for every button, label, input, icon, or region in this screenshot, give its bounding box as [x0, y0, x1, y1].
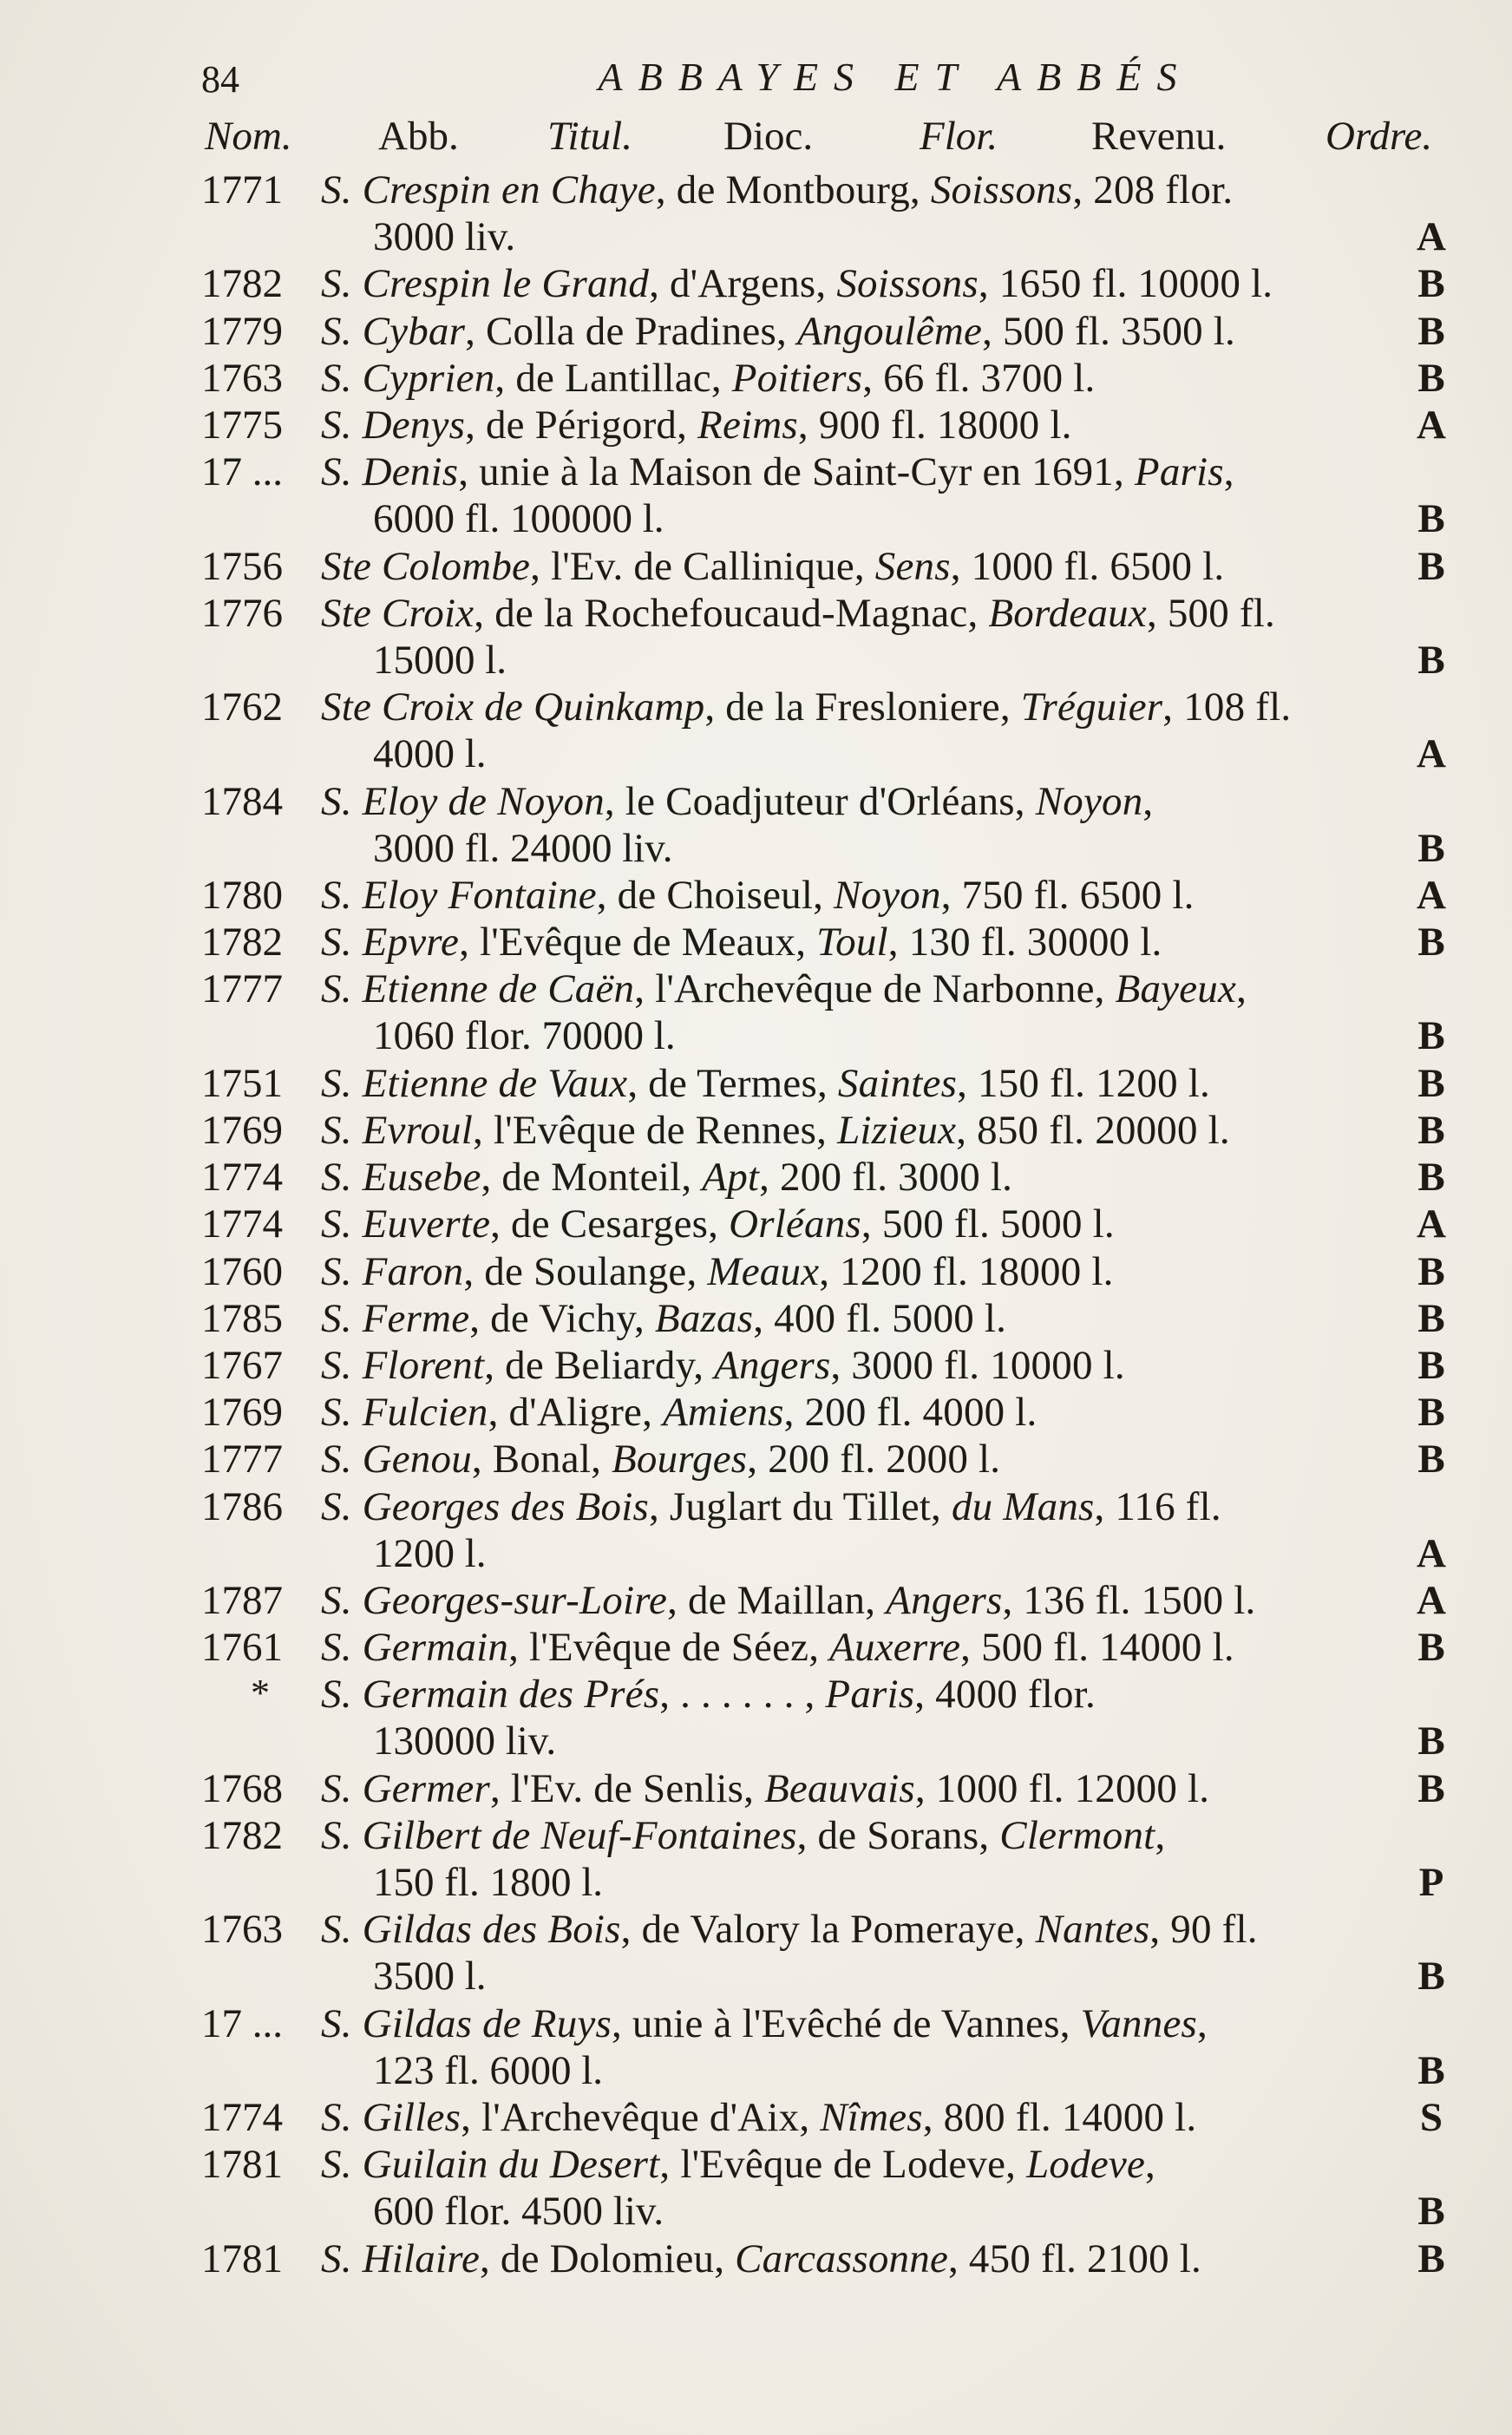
abbey-entry	[0, 1812, 1512, 1908]
entry-line	[321, 2094, 1449, 2141]
entry-titular: , de Soulange,	[463, 1249, 708, 1294]
entry-line	[321, 1342, 1449, 1389]
entry-year: 1781	[201, 2142, 283, 2187]
entry-line	[321, 2141, 1449, 2188]
abbey-entry	[0, 1295, 1512, 1344]
entry-order: B	[1417, 1954, 1445, 1999]
entry-revenue-continued: 4000 l.	[373, 731, 487, 776]
entry-titular: , l'Archevêque d'Aix,	[461, 2095, 821, 2140]
entry-revenue: , 1000 fl. 6500 l.	[950, 544, 1225, 589]
entry-order: B	[1417, 1437, 1445, 1482]
entry-line	[321, 1765, 1449, 1812]
entry-line	[321, 1436, 1449, 1483]
entry-line	[321, 260, 1449, 307]
entry-diocese: Poitiers	[731, 356, 863, 401]
entry-abbey: S. Etienne de Caën	[321, 966, 635, 1011]
entry-abbey: S. Denys	[321, 403, 466, 448]
entry-order: A	[1417, 403, 1446, 448]
entry-titular: , de Périgord,	[465, 403, 698, 448]
abbey-entry	[0, 1577, 1512, 1626]
entry-line	[321, 1671, 1449, 1718]
entry-diocese: Meaux	[707, 1249, 820, 1294]
page-number: 84	[201, 58, 239, 101]
abbey-entry	[0, 543, 1512, 592]
entry-order: A	[1417, 214, 1446, 259]
abbey-entry	[0, 1436, 1512, 1484]
abbey-entry	[0, 1765, 1512, 1814]
entry-revenue: , 208 flor.	[1072, 167, 1234, 213]
entry-diocese: Soissons	[930, 167, 1073, 213]
entry-revenue: , 116 fl.	[1094, 1484, 1221, 1529]
abbey-entry	[0, 965, 1512, 1061]
entry-year: 1751	[201, 1061, 283, 1106]
entry-line	[321, 590, 1449, 637]
entry-abbey: Ste Croix	[321, 591, 475, 636]
entry-line	[321, 684, 1449, 730]
entry-line	[321, 448, 1449, 495]
entry-year: 1763	[201, 1907, 283, 1952]
entry-titular: , de la Fresloniere,	[704, 684, 1021, 730]
entry-revenue: , 450 fl. 2100 l.	[948, 2236, 1201, 2281]
entry-diocese: Nîmes	[820, 2095, 923, 2140]
entry-order: B	[1417, 544, 1445, 589]
entry-abbey: S. Fulcien	[321, 1390, 488, 1435]
abbey-entry	[0, 2235, 1512, 2284]
entry-abbey: S. Eusebe	[321, 1155, 481, 1200]
entry-year: 1779	[201, 309, 283, 354]
entry-titular: , de Dolomieu,	[480, 2236, 736, 2281]
entry-order: B	[1417, 1625, 1445, 1670]
entry-diocese: Bazas	[654, 1296, 754, 1341]
entry-line	[321, 543, 1449, 590]
entry-diocese: Tréguier	[1020, 684, 1163, 730]
entry-revenue: , 200 fl. 3000 l.	[759, 1155, 1013, 1200]
entry-order: B	[1417, 1155, 1445, 1200]
entry-year: 1787	[201, 1578, 283, 1623]
entry-line	[321, 1060, 1449, 1107]
entry-line	[321, 1812, 1449, 1859]
entry-abbey: S. Epvre	[321, 920, 460, 965]
entry-abbey: S. Euverte	[321, 1201, 491, 1247]
column-header-titul: Titul.	[547, 114, 632, 159]
entry-revenue: ,	[1155, 1813, 1166, 1858]
entry-line	[321, 1248, 1449, 1295]
entry-diocese: Auxerre	[829, 1625, 961, 1670]
entry-order: B	[1417, 309, 1445, 354]
entry-revenue: , 750 fl. 6500 l.	[940, 873, 1195, 918]
entry-order: B	[1417, 1718, 1445, 1764]
entry-titular: , l'Evêque de Séez,	[508, 1625, 830, 1670]
entry-abbey: S. Evroul	[321, 1108, 473, 1153]
entry-year: 1774	[201, 1201, 283, 1247]
entry-diocese: Bayeux	[1115, 966, 1237, 1011]
entry-order: B	[1417, 2189, 1445, 2234]
entry-abbey: S. Ferme	[321, 1296, 470, 1341]
entry-order: B	[1417, 2048, 1445, 2093]
abbey-entry	[0, 1248, 1512, 1297]
entry-titular: , le Coadjuteur d'Orléans,	[604, 779, 1036, 824]
entry-abbey: S. Gildas des Bois	[321, 1907, 621, 1952]
entry-order: B	[1417, 1766, 1445, 1811]
entry-line	[321, 1906, 1449, 1953]
entry-diocese: Lodeve	[1026, 2142, 1145, 2187]
abbey-entry	[0, 1483, 1512, 1579]
entry-abbey: S. Eloy de Noyon	[321, 779, 605, 824]
entry-abbey: S. Denis	[321, 449, 459, 494]
entry-order: B	[1417, 1108, 1445, 1153]
entry-abbey: S. Georges des Bois	[321, 1484, 650, 1529]
entry-order: B	[1417, 638, 1445, 683]
abbey-entry	[0, 919, 1512, 967]
abbey-entry	[0, 684, 1512, 779]
entry-diocese: Bordeaux	[988, 591, 1147, 636]
entry-line	[321, 308, 1449, 355]
entry-abbey: S. Hilaire	[321, 2236, 481, 2281]
entry-order: B	[1417, 1013, 1445, 1058]
entry-revenue-continued: 130000 liv.	[373, 1718, 557, 1764]
abbey-entry	[0, 402, 1512, 450]
entry-abbey: S. Cyprien	[321, 356, 495, 401]
entry-titular: , Juglart du Tillet,	[649, 1484, 952, 1529]
entry-diocese: Noyon	[1035, 779, 1143, 824]
entry-titular: , l'Ev. de Senlis,	[490, 1766, 765, 1811]
entry-titular: , de Choiseul,	[596, 873, 834, 918]
entry-year: 1760	[201, 1249, 283, 1294]
entry-abbey: S. Crespin en Chaye	[321, 167, 656, 213]
entry-order: P	[1418, 1860, 1444, 1905]
abbey-entry	[0, 308, 1512, 357]
entry-year: *	[251, 1672, 270, 1714]
entry-titular: , . . . . . . ,	[659, 1672, 826, 1717]
abbey-entry	[0, 1389, 1512, 1437]
entry-abbey: Ste Colombe	[321, 544, 531, 589]
entry-titular: , de Lantillac,	[494, 356, 732, 401]
entry-revenue: , 900 fl. 18000 l.	[797, 403, 1072, 448]
entry-year: 1774	[201, 1155, 283, 1200]
entry-year: 1782	[201, 920, 283, 965]
entry-titular: , unie à l'Evêché de Vannes,	[611, 2001, 1081, 2046]
entry-year: 17 ...	[201, 2001, 283, 2046]
column-header-nom: Nom.	[205, 114, 292, 159]
abbey-entry	[0, 1060, 1512, 1109]
entry-year: 1777	[201, 1437, 283, 1482]
entry-revenue: , 500 fl. 5000 l.	[861, 1201, 1115, 1247]
entry-year: 1769	[201, 1390, 283, 1435]
abbey-entry	[0, 1342, 1512, 1391]
entry-line	[321, 355, 1449, 402]
entry-line	[321, 1577, 1449, 1624]
entry-order: A	[1417, 873, 1446, 918]
entry-diocese: Reims	[697, 403, 798, 448]
entry-year: 1771	[201, 167, 283, 213]
entry-abbey: S. Eloy Fontaine	[321, 873, 597, 918]
entry-year: 1775	[201, 403, 283, 448]
abbey-entry	[0, 1906, 1512, 2001]
entry-order: A	[1417, 731, 1446, 776]
entry-diocese: Beauvais	[764, 1766, 915, 1811]
entry-titular: , l'Evêque de Meaux,	[459, 920, 817, 965]
entry-year: 1761	[201, 1625, 283, 1670]
entry-revenue: ,	[1236, 966, 1247, 1011]
entry-titular: , l'Ev. de Callinique,	[530, 544, 875, 589]
entry-diocese: Sens	[874, 544, 951, 589]
entry-abbey: S. Gilles	[321, 2095, 461, 2140]
entry-titular: , de Cesarges,	[490, 1201, 730, 1247]
entry-titular: , Colla de Pradines,	[465, 309, 797, 354]
entry-line	[321, 1483, 1449, 1530]
entry-year: 1786	[201, 1484, 283, 1529]
entry-line	[321, 1624, 1449, 1671]
entry-order: B	[1417, 1296, 1445, 1341]
entry-line	[321, 2235, 1449, 2282]
entry-revenue: , 3000 fl. 10000 l.	[830, 1343, 1125, 1388]
entry-revenue: , 4000 flor.	[914, 1672, 1096, 1717]
abbey-entry	[0, 1107, 1512, 1155]
entry-order: B	[1417, 356, 1445, 401]
entry-revenue-continued: 3000 fl. 24000 liv.	[373, 826, 673, 871]
entry-revenue: , 850 fl. 20000 l.	[956, 1108, 1230, 1153]
entry-titular: , l'Evêque de Lodeve,	[659, 2142, 1027, 2187]
entry-diocese: Nantes	[1035, 1907, 1150, 1952]
entry-titular: , de Sorans,	[796, 1813, 1000, 1858]
abbey-entry	[0, 590, 1512, 685]
entry-diocese: Noyon	[834, 873, 941, 918]
entry-diocese: Vannes	[1080, 2001, 1197, 2046]
entry-order: A	[1417, 1578, 1446, 1623]
abbey-entry	[0, 2141, 1512, 2236]
abbey-entry	[0, 778, 1512, 874]
abbey-entry	[0, 260, 1512, 309]
entry-revenue-continued: 6000 fl. 100000 l.	[373, 496, 664, 541]
entry-revenue: ,	[1142, 779, 1154, 824]
entry-revenue: , 500 fl. 14000 l.	[960, 1625, 1234, 1670]
abbey-entry	[0, 167, 1512, 262]
entry-year: 1776	[201, 591, 283, 636]
abbey-entry	[0, 448, 1512, 544]
entry-titular: , de Termes,	[627, 1061, 838, 1106]
entry-year: 1762	[201, 684, 283, 730]
entry-year: 1782	[201, 1813, 283, 1858]
abbey-entry	[0, 2094, 1512, 2143]
entry-year: 1777	[201, 966, 283, 1011]
entry-revenue: , 800 fl. 14000 l.	[922, 2095, 1197, 2140]
column-header-abb: Abb.	[378, 114, 459, 159]
entry-titular: , de Beliardy,	[484, 1343, 715, 1388]
entry-year: 1784	[201, 779, 283, 824]
entry-abbey: S. Crespin le Grand	[321, 261, 650, 306]
abbey-entry	[0, 872, 1512, 920]
entry-abbey: Ste Croix de Quinkamp	[321, 684, 705, 730]
entry-titular: , de Valory la Pomeraye,	[620, 1907, 1036, 1952]
entry-diocese: Angoulême	[796, 309, 983, 354]
entry-line	[321, 872, 1449, 919]
entry-titular: , unie à la Maison de Saint-Cyr en 1691,	[458, 449, 1135, 494]
entry-revenue: ,	[1145, 2142, 1155, 2187]
entry-revenue: , 90 fl.	[1149, 1907, 1258, 1952]
entry-titular: , Bonal,	[471, 1437, 612, 1482]
entry-revenue: , 130 fl. 30000 l.	[887, 920, 1162, 965]
abbey-entry	[0, 1154, 1512, 1202]
entry-abbey: S. Georges-sur-Loire	[321, 1578, 668, 1623]
entry-diocese: Amiens	[663, 1390, 784, 1435]
abbey-entry	[0, 2000, 1512, 2096]
entry-order: B	[1417, 1061, 1445, 1106]
entry-order: A	[1417, 1531, 1446, 1576]
abbey-entry	[0, 1624, 1512, 1672]
entry-titular: , de la Rochefoucaud-Magnac,	[474, 591, 989, 636]
entry-titular: , de Maillan,	[667, 1578, 887, 1623]
entry-order: S	[1419, 2095, 1443, 2140]
entry-line	[321, 1107, 1449, 1154]
entry-titular: , d'Aligre,	[488, 1390, 664, 1435]
entry-line	[321, 1389, 1449, 1436]
abbey-entry	[0, 355, 1512, 403]
entry-year: 1756	[201, 544, 283, 589]
entry-line	[321, 919, 1449, 965]
entry-revenue: ,	[1223, 449, 1234, 494]
entry-revenue-continued: 600 flor. 4500 liv.	[373, 2189, 664, 2234]
entry-abbey: S. Etienne de Vaux	[321, 1061, 628, 1106]
entry-year: 1785	[201, 1296, 283, 1341]
entry-abbey: S. Gildas de Ruys	[321, 2001, 612, 2046]
entry-year: 1774	[201, 2095, 283, 2140]
entry-diocese: Angers	[714, 1343, 831, 1388]
entry-revenue-continued: 123 fl. 6000 l.	[373, 2048, 604, 2093]
entry-revenue: , 150 fl. 1200 l.	[957, 1061, 1210, 1106]
entry-revenue: , 66 fl. 3700 l.	[862, 356, 1096, 401]
entry-abbey: S. Cybar	[321, 309, 466, 354]
column-header-dioc: Dioc.	[723, 114, 814, 159]
column-header-flor: Flor.	[920, 114, 998, 159]
entry-abbey: S. Germain des Prés	[321, 1672, 660, 1717]
entry-year: 1781	[201, 2236, 283, 2281]
entry-abbey: S. Florent	[321, 1343, 485, 1388]
entry-diocese: Clermont	[999, 1813, 1155, 1858]
entry-diocese: du Mans	[951, 1484, 1095, 1529]
running-title: ABBAYES ET ABBÉS	[598, 55, 1193, 99]
entry-line	[321, 402, 1449, 448]
entry-line	[321, 2000, 1449, 2047]
entry-abbey: S. Germer	[321, 1766, 490, 1811]
abbey-entry	[0, 1201, 1512, 1249]
entry-order: B	[1417, 2236, 1445, 2281]
entry-abbey: S. Faron	[321, 1249, 464, 1294]
entry-diocese: Paris	[1134, 449, 1224, 494]
column-header-revenu: Revenu.	[1091, 114, 1227, 159]
entry-abbey: S. Gilbert de Neuf-Fontaines	[321, 1813, 797, 1858]
entry-diocese: Paris	[825, 1672, 915, 1717]
entry-year: 1768	[201, 1766, 283, 1811]
entry-titular: , d'Argens,	[649, 261, 837, 306]
entry-year: 17 ...	[201, 449, 283, 494]
entry-revenue: , 1200 fl. 18000 l.	[819, 1249, 1114, 1294]
entry-year: 1767	[201, 1343, 283, 1388]
entry-revenue: , 136 fl. 1500 l.	[1002, 1578, 1256, 1623]
entry-diocese: Angers	[886, 1578, 1003, 1623]
entry-revenue: , 400 fl. 5000 l.	[753, 1296, 1007, 1341]
entry-diocese: Apt	[702, 1155, 760, 1200]
entry-titular: , de Monteil,	[481, 1155, 703, 1200]
entry-order: B	[1417, 496, 1445, 541]
entry-line	[321, 167, 1449, 213]
entry-diocese: Toul	[816, 920, 888, 965]
column-header-ordre: Ordre.	[1325, 114, 1433, 159]
entry-revenue: , 1000 fl. 12000 l.	[914, 1766, 1210, 1811]
entry-line	[321, 1154, 1449, 1201]
entry-titular: , l'Evêque de Rennes,	[472, 1108, 838, 1153]
entry-order: B	[1417, 261, 1445, 306]
entry-titular: , de Montbourg,	[655, 167, 931, 213]
entry-revenue: , 500 fl. 3500 l.	[982, 309, 1236, 354]
entry-revenue: , 108 fl.	[1162, 684, 1292, 730]
entry-diocese: Saintes	[837, 1061, 958, 1106]
entry-line	[321, 965, 1449, 1012]
entry-revenue-continued: 3000 liv.	[373, 214, 516, 259]
entry-diocese: Carcassonne	[735, 2236, 949, 2281]
entry-line	[321, 778, 1449, 825]
entry-order: A	[1417, 1201, 1446, 1247]
entry-abbey: S. Genou	[321, 1437, 472, 1482]
entry-revenue: , 1650 fl. 10000 l.	[978, 261, 1273, 306]
entry-year: 1763	[201, 356, 283, 401]
entry-order: B	[1417, 1249, 1445, 1294]
entry-year: 1780	[201, 873, 283, 918]
entry-diocese: Orléans	[729, 1201, 861, 1247]
entry-revenue: , 200 fl. 2000 l.	[747, 1437, 1001, 1482]
entry-revenue: , 500 fl.	[1146, 591, 1275, 636]
entry-revenue-continued: 3500 l.	[373, 1954, 487, 1999]
entry-abbey: S. Guilain du Desert	[321, 2142, 660, 2187]
entry-diocese: Soissons	[836, 261, 979, 306]
entry-revenue-continued: 1060 flor. 70000 l.	[373, 1013, 676, 1058]
entry-line	[321, 1201, 1449, 1247]
entry-order: B	[1417, 1343, 1445, 1388]
entry-revenue: ,	[1197, 2001, 1208, 2046]
entry-order: B	[1417, 1390, 1445, 1435]
entry-titular: , de Vichy,	[469, 1296, 655, 1341]
entry-diocese: Bourges	[611, 1437, 748, 1482]
abbey-entry	[0, 1671, 1512, 1766]
entry-year: 1782	[201, 261, 283, 306]
entry-year: 1769	[201, 1108, 283, 1153]
entry-order: B	[1417, 920, 1445, 965]
entry-titular: , l'Archevêque de Narbonne,	[634, 966, 1116, 1011]
entry-line	[321, 1295, 1449, 1342]
entry-revenue-continued: 150 fl. 1800 l.	[373, 1860, 604, 1905]
entry-revenue: , 200 fl. 4000 l.	[783, 1390, 1037, 1435]
entry-revenue-continued: 15000 l.	[373, 638, 507, 683]
entry-revenue-continued: 1200 l.	[373, 1531, 487, 1576]
entry-order: B	[1417, 826, 1445, 871]
entry-abbey: S. Germain	[321, 1625, 509, 1670]
entry-diocese: Lizieux	[837, 1108, 957, 1153]
